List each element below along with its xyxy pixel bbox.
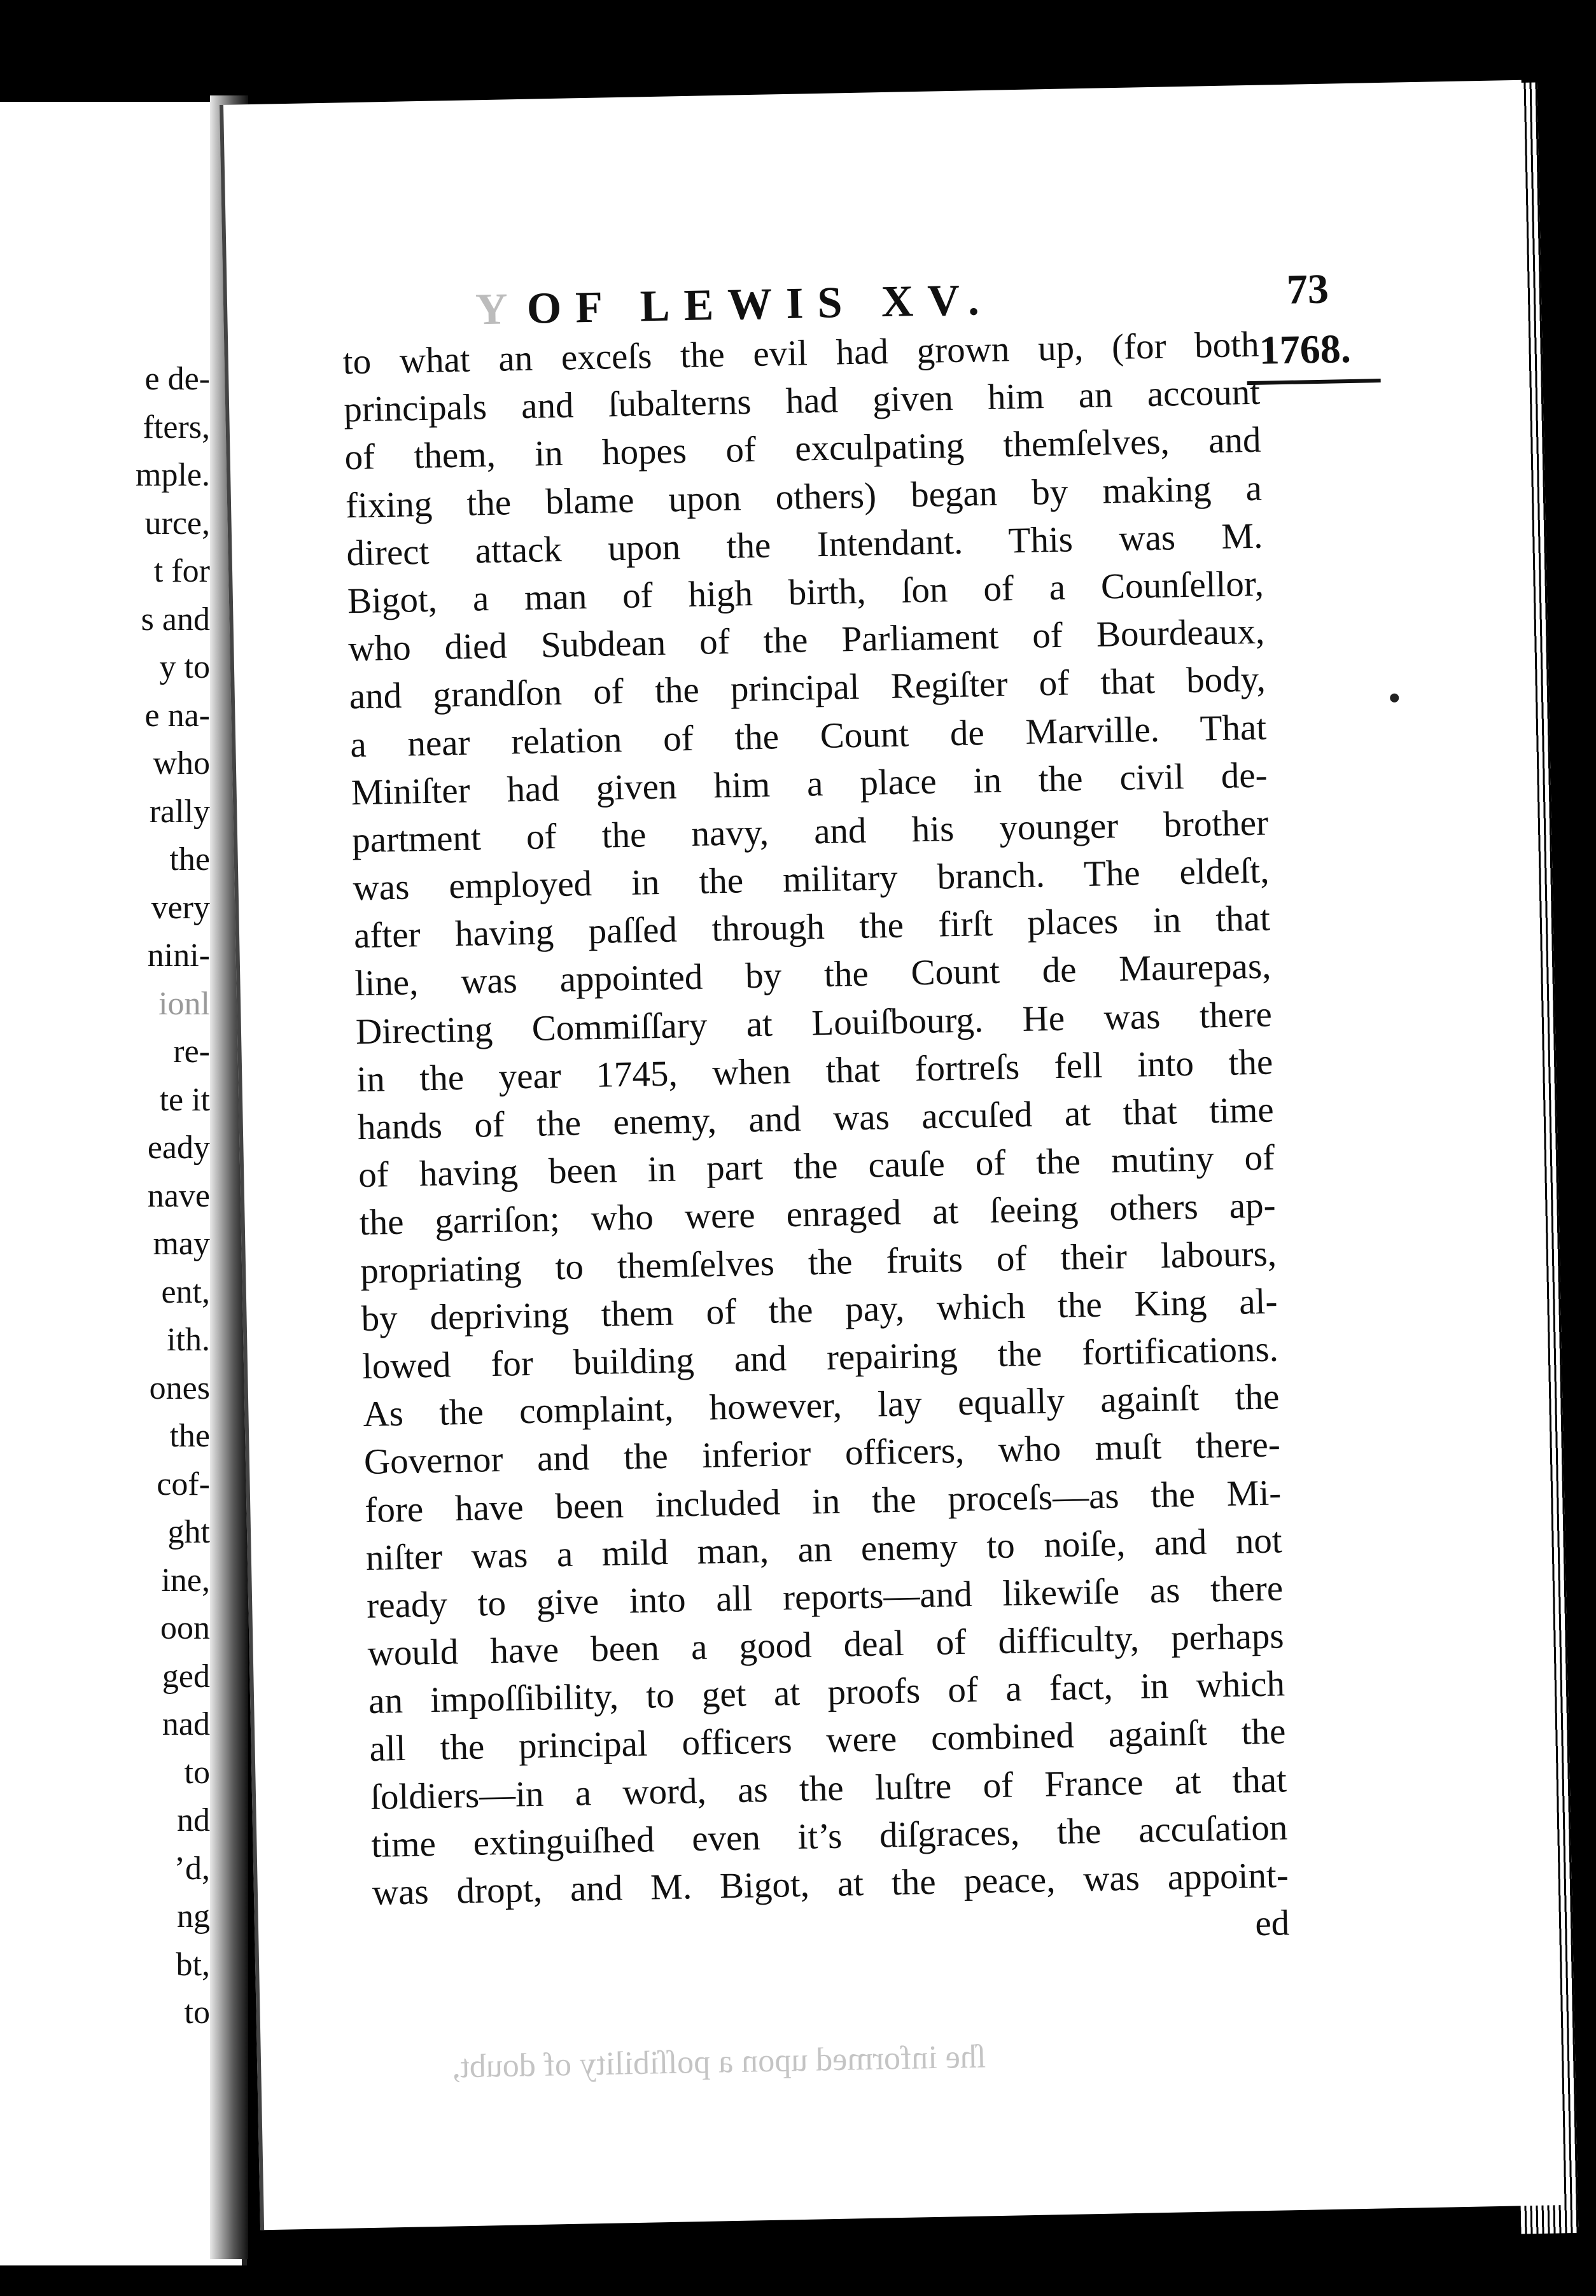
text-line: fixing the blame upon others) began by making a <box>345 468 1263 526</box>
text-line: would have been a good deal of difficulty, perhaps <box>367 1616 1285 1674</box>
catchword: ed <box>1254 1903 1290 1944</box>
left-page-fragment: may <box>153 1226 210 1262</box>
text-line: of them, in hopes of exculpating themſelves, and <box>344 420 1262 478</box>
left-page-fragment: re- <box>173 1033 210 1070</box>
left-page-fragment: e de- <box>144 361 210 397</box>
left-page-fragment: nini- <box>147 937 210 974</box>
text-line: all the principal officers were combined againſt the <box>369 1711 1286 1770</box>
left-page-fragment: ’d, <box>174 1850 210 1887</box>
text-line: Miniſter had given him a place in the civil de- <box>351 755 1268 813</box>
running-head-ghost: Y <box>475 284 515 335</box>
left-page-fragment: very <box>151 889 210 926</box>
show-through-text: ſhe informed upon a poſſibility of doubt, <box>451 2038 986 2085</box>
text-line: an impoſſibility, to get at proofs of a fact, in which <box>368 1663 1285 1722</box>
text-line: ſoldiers—in a word, as the luſtre of France at that <box>370 1759 1287 1817</box>
text-line: hands of the enemy, and was accuſed at that time <box>357 1089 1275 1148</box>
left-page-fragment: nave <box>147 1177 210 1214</box>
text-line: Directing Commiſſary at Louiſbourg. He was there <box>355 994 1273 1052</box>
text-line: Governor and the inferior officers, who muſt there- <box>363 1424 1281 1483</box>
text-line: of having been in part the cauſe of the mutiny of <box>358 1137 1275 1196</box>
text-line: to what an exceſs the evil had grown up, (for both <box>342 324 1260 382</box>
text-line: niſter was a mild man, an enemy to noiſe, and not <box>365 1520 1283 1578</box>
left-page-fragment: e na- <box>144 697 210 734</box>
margin-rule <box>1247 379 1381 385</box>
text-line: who died Subdean of the Parliament of Bourdeaux, <box>347 611 1265 669</box>
text-line: in the year 1745, when that fortreſs fell into the <box>356 1042 1273 1100</box>
left-page-fragment: who <box>153 745 210 781</box>
left-page-fragment: bt, <box>176 1946 210 1983</box>
right-page <box>220 80 1562 2230</box>
text-line: time extinguiſhed even it’s diſgraces, the accuſation <box>370 1807 1288 1865</box>
text-line: principals and ſubalterns had given him an account <box>343 372 1261 430</box>
text-line: ready to give into all reports—and likewiſe as there <box>366 1568 1284 1626</box>
text-line: fore have been included in the proceſs—as the Mi- <box>364 1472 1282 1530</box>
left-page-fragment: ionl <box>158 985 210 1022</box>
body-text <box>342 321 1290 1965</box>
left-page-fragment: urce, <box>144 505 210 542</box>
text-line: As the complaint, however, lay equally againſt the <box>362 1376 1280 1435</box>
text-line: was employed in the military branch. The eldeſt, <box>353 850 1270 909</box>
left-page-fragment: the <box>169 841 210 878</box>
text-line: a near relation of the Count de Marville. That <box>349 707 1267 765</box>
text-line: the garriſon; who were enraged at ſeeing others ap- <box>359 1185 1277 1243</box>
left-page-fragment: ith. <box>167 1322 210 1358</box>
left-page-fragment: ent, <box>161 1273 210 1310</box>
text-line: partment of the navy, and his younger brother <box>351 802 1269 861</box>
left-page-fragment: y to <box>159 649 210 685</box>
left-page-fragment: te it <box>159 1081 210 1118</box>
left-page-fragment: oon <box>160 1610 210 1646</box>
text-line: and grandſon of the principal Regiſter of that body, <box>349 659 1266 717</box>
left-page-fragment: the <box>169 1418 210 1454</box>
left-page-fragment: nd <box>177 1802 210 1838</box>
left-page-fragment: mple. <box>136 457 210 493</box>
left-page-fragment: ged <box>162 1658 210 1695</box>
ink-speck <box>1390 694 1399 703</box>
text-line: propriating to themſelves the fruits of their labours, <box>360 1233 1277 1291</box>
left-page-fragment: t for <box>153 553 210 589</box>
text-line: lowed for building and repairing the fortifications. <box>361 1329 1279 1387</box>
left-page-fragment: eady <box>147 1130 210 1166</box>
text-line: after having paſſed through the firſt places in that <box>353 898 1271 956</box>
left-page-fragment: to <box>184 1754 210 1791</box>
text-line: by depriving them of the pay, which the King al- <box>361 1281 1278 1339</box>
page-number: 73 <box>1286 265 1329 313</box>
left-page-fragment: ine, <box>161 1562 210 1599</box>
text-line: was dropt, and M. Bigot, at the peace, was appoint- <box>372 1855 1289 1913</box>
left-page-fragment: s and <box>141 601 210 638</box>
margin-year: 1768. <box>1259 325 1352 373</box>
left-page-fragment: rally <box>149 793 210 830</box>
left-page-fragment: ones <box>149 1369 210 1406</box>
text-line: direct attack upon the Intendant. This was M. <box>346 515 1263 574</box>
left-page-fragment: nad <box>162 1706 210 1742</box>
left-page-fragment: ng <box>177 1898 210 1935</box>
left-page-fragment: ght <box>167 1514 210 1550</box>
text-line: Bigot, a man of high birth, ſon of a Counſellor, <box>347 563 1264 622</box>
left-page-fragment: cof- <box>157 1466 210 1502</box>
left-page-fragment: to <box>184 1994 210 2031</box>
text-line: line, was appointed by the Count de Maurepas, <box>354 946 1271 1004</box>
left-page-fragment: fters, <box>143 409 210 445</box>
running-head-title: OF LEWIS XV. <box>526 275 994 333</box>
